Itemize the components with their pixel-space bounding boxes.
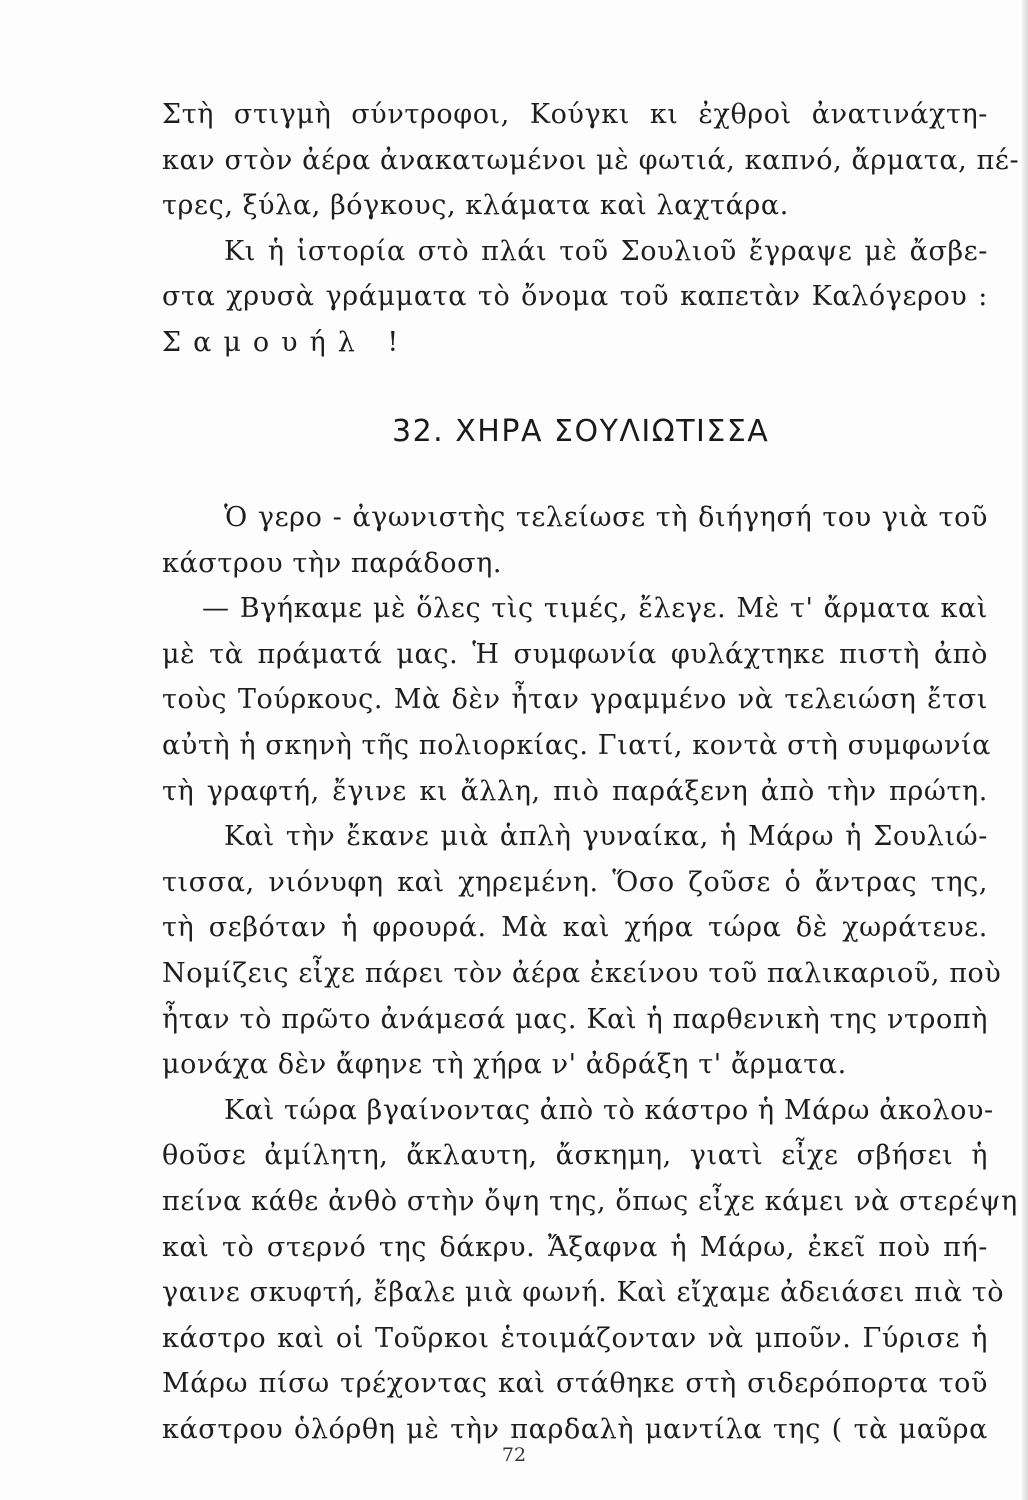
text-line: Κι ἡ ἱστορία στὸ πλάι τοῦ Σουλιοῦ ἔγραψε μὲ ἄσβε- bbox=[224, 235, 988, 267]
page-number: 72 bbox=[501, 1444, 527, 1466]
text-line: μονάχα δὲν ἄφηνε τὴ χήρα ν' ἀδράξη τ' ἄρματα. bbox=[162, 1049, 847, 1081]
chapter-body bbox=[162, 495, 1018, 1452]
text-line: Καὶ τώρα βγαίνοντας ἀπὸ τὸ κάστρο ἡ Μάρω ἀκολου- bbox=[224, 1094, 994, 1126]
text-line: κάστρο καὶ οἱ Τοῦρκοι ἑτοιμάζονταν νὰ μποῦν. Γύρισε ἡ bbox=[162, 1322, 988, 1354]
text-line: Μάρω πίσω τρέχοντας καὶ στάθηκε στὴ σιδερόπορτα τοῦ bbox=[162, 1368, 988, 1400]
text-line: Σαμουήλ ! bbox=[162, 326, 411, 358]
text-line: καν στὸν ἀέρα ἀνακατωμένοι μὲ φωτιά, καπνό, ἄρματα, πέ- bbox=[162, 144, 1020, 176]
text-line: τισσα, νιόνυφη καὶ χηρεμένη. Ὅσο ζοῦσε ὁ ἄντρας της, bbox=[162, 866, 988, 898]
text-line: τρες, ξύλα, βόγκους, κλάματα καὶ λαχτάρα. bbox=[162, 190, 789, 222]
text-line: μὲ τὰ πράματά μας. Ἡ συμφωνία φυλάχτηκε πιστὴ ἀπὸ bbox=[162, 638, 988, 670]
text-line: πείνα κάθε ἀνθὸ στὴν ὄψη της, ὅπως εἶχε κάμει νὰ στερέψη bbox=[162, 1185, 1018, 1217]
continuation-text bbox=[162, 92, 1020, 366]
text-line: Νομίζεις εἶχε πάρει τὸν ἀέρα ἐκείνου τοῦ παλικαριοῦ, ποὺ bbox=[162, 957, 1002, 989]
text-line: τὴ σεβόταν ἡ φρουρά. Μὰ καὶ χήρα τώρα δὲ χωράτευε. bbox=[162, 912, 988, 944]
text-line: Καὶ τὴν ἔκανε μιὰ ἁπλὴ γυναίκα, ἡ Μάρω ἡ Σουλιώ- bbox=[224, 821, 988, 853]
text-line: κάστρου ὁλόρθη μὲ τὴν παρδαλὴ μαντίλα της ( τὰ μαῦρα bbox=[162, 1413, 988, 1445]
chapter-heading: 32. ΧΗΡΑ ΣΟΥΛΙΩΤΙΣΣΑ bbox=[392, 414, 770, 449]
text-line: ἦταν τὸ πρῶτο ἀνάμεσά μας. Καὶ ἡ παρθενικὴ της ντροπὴ bbox=[162, 1003, 988, 1035]
text-line: τοὺς Τούρκους. Μὰ δὲν ἦταν γραμμένο νὰ τελειώση ἔτσι bbox=[162, 684, 988, 716]
text-line: — Βγήκαμε μὲ ὅλες τὶς τιμές, ἔλεγε. Μὲ τ' ἄρματα καὶ bbox=[202, 593, 988, 625]
text-line: αὐτὴ ἡ σκηνὴ τῆς πολιορκίας. Γιατί, κοντὰ στὴ συμφωνία bbox=[162, 729, 991, 761]
text-line: γαινε σκυφτή, ἔβαλε μιὰ φωνή. Καὶ εἴχαμε ἀδειάσει πιὰ τὸ bbox=[162, 1277, 1005, 1309]
text-line: τὴ γραφτή, ἔγινε κι ἄλλη, πιὸ παράξενη ἀπὸ τὴν πρώτη. bbox=[162, 775, 988, 807]
text-line: θοῦσε ἀμίλητη, ἄκλαυτη, ἄσκημη, γιατὶ εἶχε σβήσει ἡ bbox=[162, 1140, 988, 1172]
text-line: Στὴ στιγμὴ σύντροφοι, Κούγκι κι ἐχθροὶ ἀνατινάχτη- bbox=[162, 99, 988, 130]
text-line: στα χρυσὰ γράμματα τὸ ὄνομα τοῦ καπετὰν Καλόγερου : bbox=[162, 281, 988, 313]
text-line: κάστρου τὴν παράδοση. bbox=[162, 547, 503, 579]
page-edge-shadow bbox=[1022, 0, 1028, 1500]
text-line: Ὁ γερο - ἀγωνιστὴς τελείωσε τὴ διήγησή του γιὰ τοῦ bbox=[224, 502, 988, 533]
text-line: καὶ τὸ στερνό της δάκρυ. Ἄξαφνα ἡ Μάρω, ἐκεῖ ποὺ πή- bbox=[162, 1231, 988, 1263]
